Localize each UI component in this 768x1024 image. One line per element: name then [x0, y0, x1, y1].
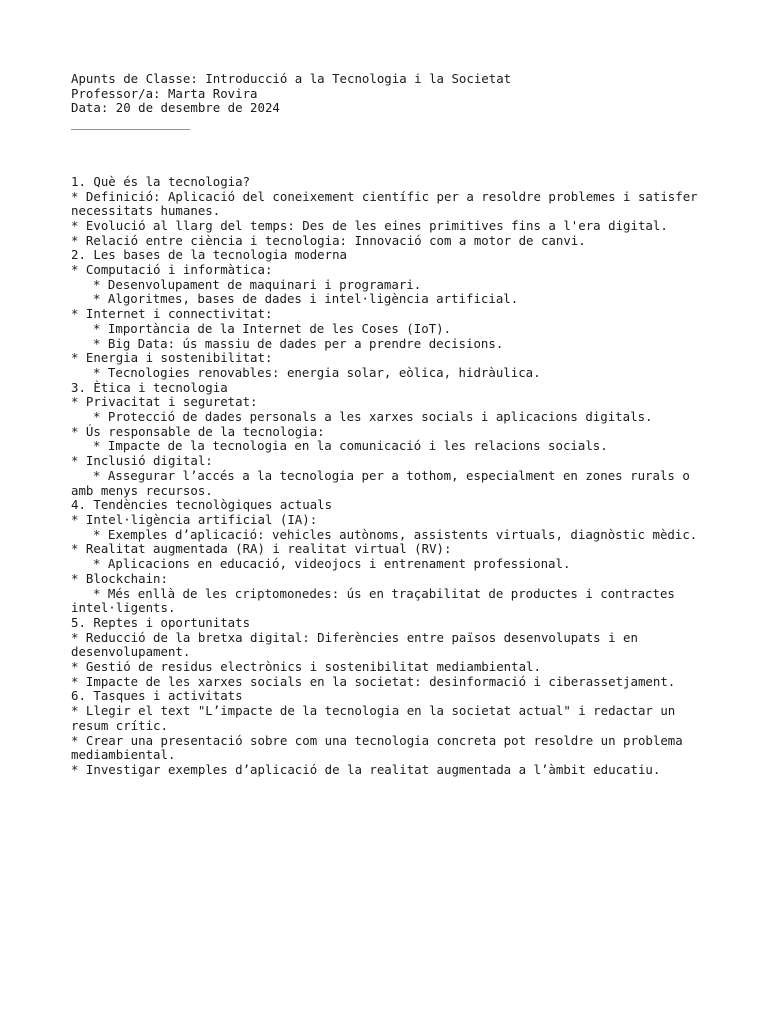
sub-list-item: * Aplicacions en educació, videojocs i entrenament professional.: [93, 556, 571, 572]
list-item: * Privacitat i seguretat:: [71, 394, 258, 410]
sub-list-item: * Tecnologies renovables: energia solar, eòlica, hidràulica.: [93, 364, 541, 380]
section-heading-4: 4. Tendències tecnològiques actuals: [71, 497, 333, 513]
section-heading-6: 6. Tasques i activitats: [71, 688, 243, 704]
list-item: * Inclusió digital:: [71, 453, 213, 469]
sub-list-item: * Big Data: ús massiu de dades per a prendre decisions.: [93, 335, 504, 351]
list-item: * Impacte de les xarxes socials en la societat: desinformació i ciberassetjament.: [71, 673, 676, 689]
section-heading-2: 2. Les bases de la tecnologia moderna: [71, 247, 348, 263]
teacher-line: Professor/a: Marta Rovira: [71, 85, 258, 101]
list-item: * Energia i sostenibilitat:: [71, 350, 273, 366]
list-item: * Relació entre ciència i tecnologia: Innovació com a motor de canvi.: [71, 232, 586, 248]
section-heading-1: 1. Què és la tecnologia?: [71, 173, 251, 189]
date-line: Data: 20 de desembre de 2024: [71, 100, 280, 116]
list-item: * Llegir el text "L’impacte de la tecnologia en la societat actual" i redactar un resum crític.: [71, 703, 683, 733]
list-item: * Evolució al llarg del temps: Des de les eines primitives fins a l'era digital.: [71, 217, 668, 233]
list-item: * Realitat augmentada (RA) i realitat virtual (RV):: [71, 541, 452, 557]
sub-list-item: * Algoritmes, bases de dades i intel·ligència artificial.: [93, 291, 519, 307]
sub-list-item: * Impacte de la tecnologia en la comunicació i les relacions socials.: [93, 438, 608, 454]
list-item: * Investigar exemples d’aplicació de la realitat augmentada a l’àmbit educatiu.: [71, 761, 661, 777]
list-item: * Definició: Aplicació del coneixement científic per a resoldre problemes i satisfer necessitats humanes.: [71, 188, 706, 219]
sub-list-item: * Més enllà de les criptomonedes: ús en traçabilitat de productes i contractes intel·ligents.: [71, 585, 683, 616]
sub-list-item: * Exemples d’aplicació: vehicles autònoms, assistents virtuals, diagnòstic mèdic.: [93, 526, 698, 542]
document-body: [71, 72, 711, 778]
spacer: [71, 131, 711, 175]
list-item: * Intel·ligència artificial (IA):: [71, 511, 318, 527]
sub-list-item: * Protecció de dades personals a les xarxes socials i aplicacions digitals.: [93, 409, 653, 425]
sub-list-item: * Importància de la Internet de les Coses (IoT).: [93, 320, 452, 336]
list-item: * Ús responsable de la tecnologia:: [71, 423, 325, 439]
sub-list-item: * Assegurar l’accés a la tecnologia per a tothom, especialment en zones rurals o amb menys recursos.: [71, 467, 698, 498]
list-item: * Crear una presentació sobre com una tecnologia concreta pot resoldre un problema mediambiental.: [71, 732, 691, 763]
list-item: * Blockchain:: [71, 570, 168, 586]
document-title: Apunts de Classe: Introducció a la Tecnologia i la Societat: [71, 71, 512, 86]
section-heading-5: 5. Reptes i oportunitats: [71, 614, 251, 630]
list-item: * Computació i informàtica:: [71, 262, 273, 278]
section-heading-3: 3. Ètica i tecnologia: [71, 379, 228, 395]
list-item: * Internet i connectivitat:: [71, 306, 273, 322]
header-rule: ________________: [71, 115, 191, 131]
list-item: * Reducció de la bretxa digital: Diferències entre països desenvolupats i en desenvolupament.: [71, 629, 646, 660]
sub-list-item: * Desenvolupament de maquinari i programari.: [93, 276, 422, 292]
list-item: * Gestió de residus electrònics i sostenibilitat mediambiental.: [71, 659, 541, 675]
